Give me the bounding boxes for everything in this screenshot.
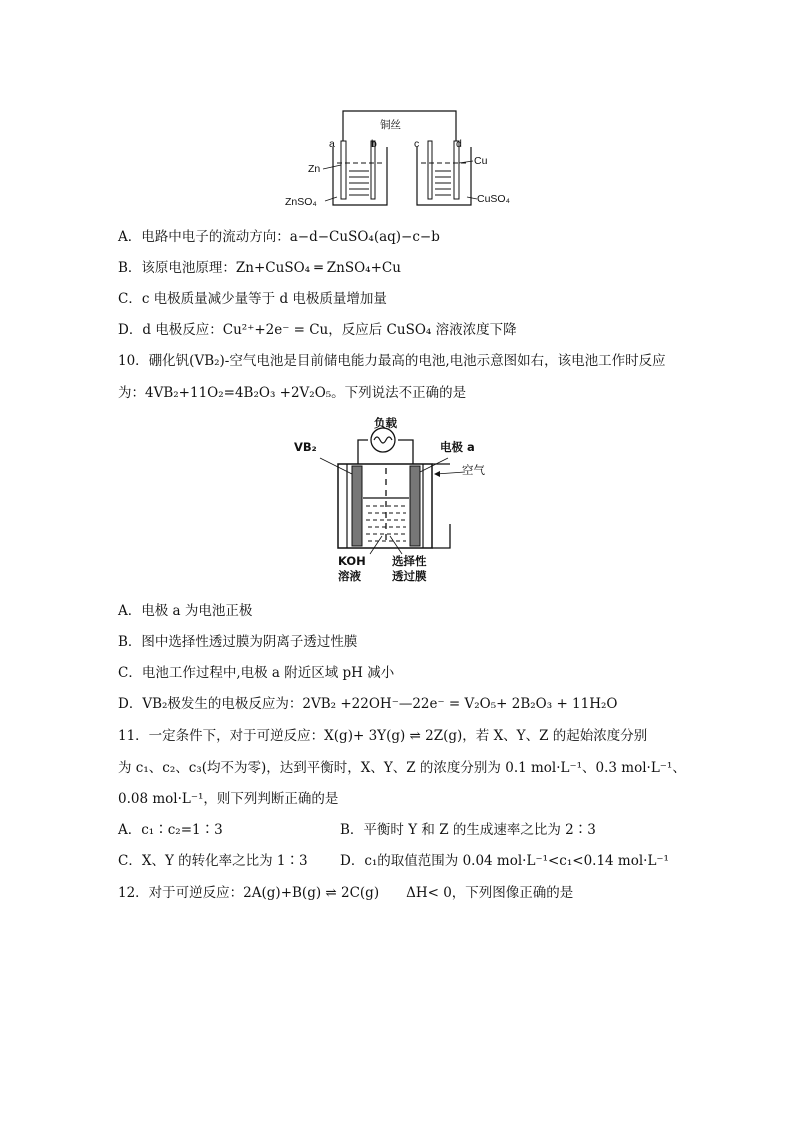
label-zn: Zn <box>308 163 321 175</box>
koh-label-1: KOH <box>338 554 366 568</box>
electrode-a-label: 电极 a <box>440 440 475 454</box>
q11-option-d: D．c₁的取值范围为 0.04 mol·L⁻¹<c₁<0.14 mol·L⁻¹ <box>340 853 669 869</box>
q9-option-d: D．d 电极反应：Cu²⁺+2e⁻ = Cu，反应后 CuSO₄ 溶液浓度下降 <box>118 322 517 338</box>
q10-option-d: D．VB₂极发生的电极反应为：2VB₂ +22OH⁻—22e⁻ = V₂O₅+ 2B₂O₃ + 11H₂O <box>118 696 618 712</box>
q12-stem: 12．对于可逆反应：2A(g)+B(g) ⇌ 2C(g) ΔH< 0，下列图像正确的是 <box>118 885 574 901</box>
label-cu: Cu <box>474 155 488 167</box>
electrode-a <box>341 141 346 199</box>
q11-stem-line3: 0.08 mol·L⁻¹，则下列判断正确的是 <box>118 791 339 807</box>
q10-option-b: B．图中选择性透过膜为阴离子透过性膜 <box>118 634 358 650</box>
vb2-label: VB₂ <box>294 440 317 454</box>
q9-option-c: C．c 电极质量减少量等于 d 电极质量增加量 <box>118 291 387 307</box>
q10-stem-line1: 10．硼化钒(VB₂)-空气电池是目前储电能力最高的电池,电池示意图如右，该电池工作时反应 <box>118 353 666 369</box>
vb2-battery-diagram <box>290 416 490 588</box>
right-beaker <box>417 147 471 205</box>
load-label: 负载 <box>374 416 397 430</box>
q10-option-c: C．电池工作过程中,电极 a 附近区域 pH 减小 <box>118 665 395 681</box>
air-label: 空气 <box>462 463 485 477</box>
koh-label-2: 溶液 <box>338 569 361 583</box>
q11-option-c: C．X、Y 的转化率之比为 1∶3 <box>118 853 308 869</box>
q11-option-b: B．平衡时 Y 和 Z 的生成速率之比为 2∶3 <box>340 822 596 838</box>
q11-stem-line1: 11．一定条件下，对于可逆反应：X(g)+ 3Y(g) ⇌ 2Z(g)，若 X、Y、Z 的起始浓度分别 <box>118 728 648 744</box>
label-a: a <box>329 138 335 150</box>
vb2-electrode <box>352 466 362 546</box>
q10-stem-line2: 为：4VB₂+11O₂=4B₂O₃ +2V₂O₅。下列说法不正确的是 <box>118 385 467 401</box>
label-znso4: ZnSO₄ <box>285 196 317 208</box>
galvanic-cell-diagram <box>285 105 515 215</box>
q9-option-a: A．电路中电子的流动方向：a−d−CuSO₄(aq)−c−b <box>118 229 440 245</box>
q10-option-a: A．电极 a 为电池正极 <box>118 603 253 619</box>
membrane-label-1: 选择性 <box>392 554 427 568</box>
q11-option-a: A．c₁∶c₂=1∶3 <box>118 822 223 838</box>
electrode-c <box>428 141 432 199</box>
membrane-label-2: 透过膜 <box>392 569 427 583</box>
label-c: c <box>414 138 420 150</box>
label-b: b <box>371 138 377 150</box>
label-cuso4: CuSO₄ <box>477 193 510 205</box>
label-d: d <box>456 138 462 150</box>
q9-option-b: B．该原电池原理：Zn+CuSO₄ ═ ZnSO₄+Cu <box>118 260 401 276</box>
q11-stem-line2: 为 c₁、c₂、c₃(均不为零)，达到平衡时，X、Y、Z 的浓度分别为 0.1 mol·L⁻¹、0.3 mol·L⁻¹、 <box>118 760 686 776</box>
wire-label: 铜丝 <box>380 119 401 131</box>
electrode-a-plate <box>410 466 420 546</box>
